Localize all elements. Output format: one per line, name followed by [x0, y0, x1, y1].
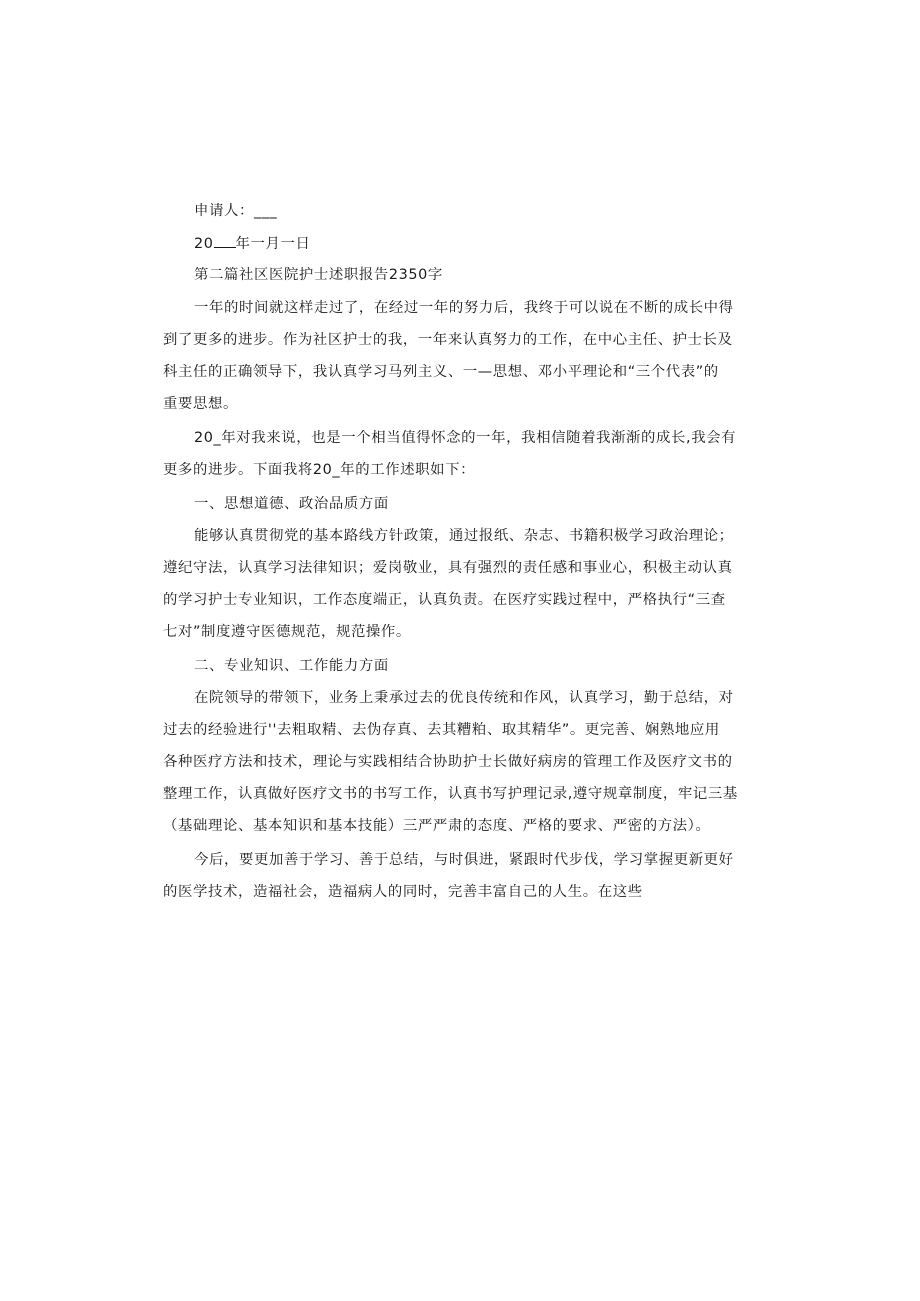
- date-line: [194, 233, 789, 254]
- paragraph-5-line-1: 今后，要更加善于学习、善于总结，与时俱进，紧跟时代步伐，学习掌握更新更好: [194, 852, 734, 868]
- paragraph-3-line-1: 能够认真贯彻党的基本路线方针政策，通过报纸、杂志、书籍积极学习政治理论；: [194, 528, 734, 544]
- paragraph-2-line-2: 更多的进步。下面我将20_年的工作述职如下：: [163, 462, 476, 478]
- paragraph-1-line-4: 重要思想。: [163, 396, 238, 412]
- section-1-title: 一、思想道德、政治品质方面: [194, 496, 389, 512]
- paragraph-1-line-1: 一年的时间就这样走过了，在经过一年的努力后，我终于可以说在不断的成长中得: [194, 300, 734, 316]
- date-prefix: 20: [194, 236, 214, 252]
- paragraph-4-line-4: 整理工作，认真做好医疗文书的书写工作，认真书写护理记录,遵守规章制度，牢记三基: [163, 786, 738, 802]
- section-heading: 第二篇社区医院护士述职报告2350字: [194, 267, 443, 283]
- date-blank: [214, 233, 236, 248]
- paragraph-1-line-3: 科主任的正确领导下，我认真学习马列主义、一—思想、邓小平理论和“三个代表”的: [163, 364, 719, 380]
- date-day: 一日: [280, 236, 311, 252]
- applicant-line: [194, 201, 789, 221]
- paragraph-4-line-3: 各种医疗方法和技术，理论与实践相结合协助护士长做好病房的管理工作及医疗文书的: [163, 754, 733, 770]
- paragraph-2-line-1: 20_年对我来说，也是一个相当值得怀念的一年，我相信随着我渐渐的成长,我会有: [194, 430, 737, 446]
- applicant-blank: ___: [253, 203, 278, 219]
- paragraph-4-line-1: 在院领导的带领下，业务上秉承过去的优良传统和作风，认真学习，勤于总结，对: [194, 690, 734, 706]
- paragraph-1-line-2: 到了更多的进步。作为社区护士的我，一年来认真努力的工作，在中心主任、护士长及: [163, 332, 733, 348]
- paragraph-3-line-4: 七对”制度遵守医德规范，规范操作。: [163, 624, 411, 640]
- paragraph-4-line-2: 过去的经验进行''去粗取精、去伪存真、去其糟粕、取其精华”。更完善、娴熟地应用: [163, 722, 720, 738]
- date-month: 一月: [250, 236, 281, 252]
- paragraph-3-line-3: 的学习护士专业知识，工作态度端正，认真负责。在医疗实践过程中，严格执行“三查: [163, 592, 726, 608]
- paragraph-5-line-2: 的医学技术，造福社会，造福病人的同时，完善丰富自己的人生。在这些: [163, 884, 643, 900]
- section-2-title: 二、专业知识、工作能力方面: [194, 658, 389, 674]
- applicant-label: 申请人：: [194, 203, 254, 219]
- date-year: 年: [235, 236, 251, 252]
- paragraph-4-line-5: （基础理论、基本知识和基本技能）三严严肃的态度、严格的要求、严密的方法）。: [163, 818, 711, 834]
- paragraph-3-line-2: 遵纪守法，认真学习法律知识；爱岗敬业，具有强烈的责任感和事业心，积极主动认真: [163, 560, 733, 576]
